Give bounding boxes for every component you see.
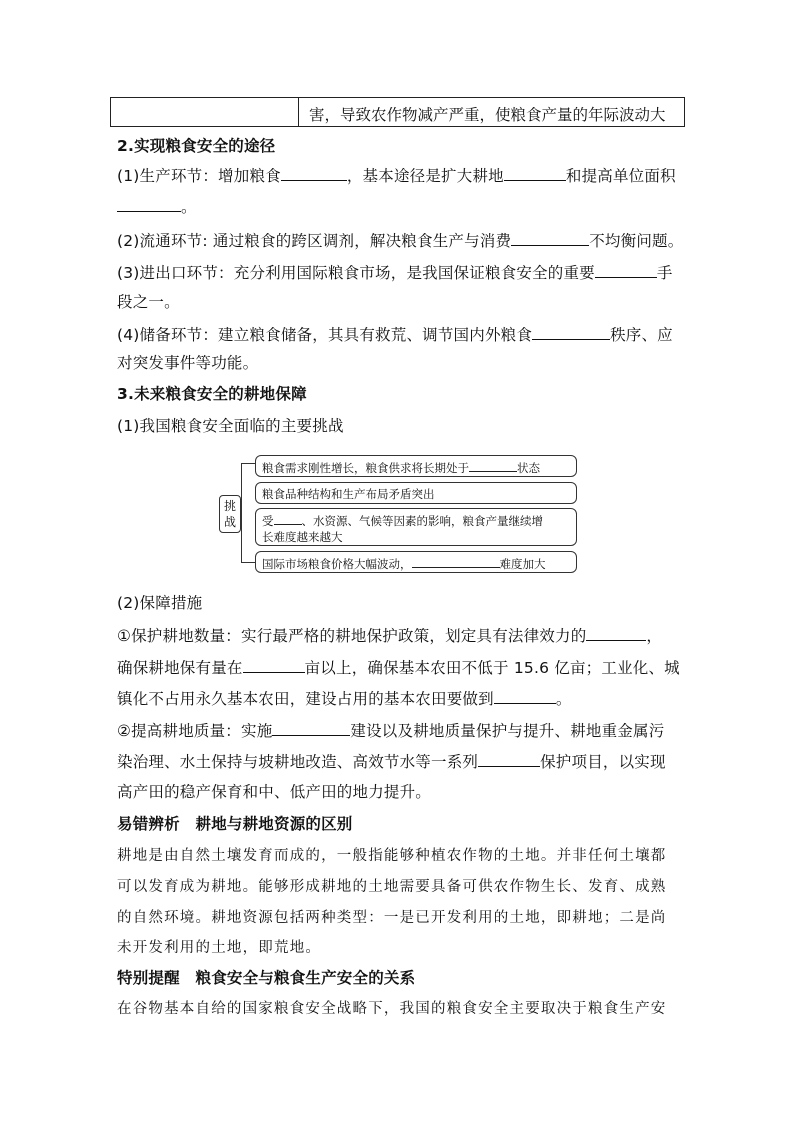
paragraph-2-2: (2)流通环节: 通过粮食的跨区调剂，解决粮食生产与消费 不均衡问题。: [117, 232, 684, 250]
fill-blank[interactable]: [511, 230, 589, 246]
paragraph-2-3-cont: 段之一。: [117, 293, 180, 311]
table-divider: [298, 98, 299, 126]
note-1-line-2: 可以发育成为耕地。能够形成耕地的土地需要具备可供农作物生长、发育、成熟: [117, 879, 667, 895]
challenge-item-3: 受 、水资源、气候等因素的影响，粮食产量继续增 长难度越来越大: [255, 508, 577, 546]
fill-blank[interactable]: [274, 512, 302, 525]
measure-2-line-3: 高产田的稳产保育和中、低产田的地力提升。: [117, 783, 432, 801]
table-row: [110, 97, 685, 127]
fill-blank[interactable]: [504, 165, 566, 181]
measure-1-line-3: 镇化不占用永久基本农田，建设占用的基本农田要做到 。: [117, 690, 572, 708]
fill-blank[interactable]: [469, 459, 517, 472]
paragraph-2-1-cont: 。: [117, 196, 197, 217]
paragraph-2-4-cont: 对突发事件等功能。: [117, 354, 259, 372]
diagram-bracket: [241, 463, 255, 563]
paragraph-2-4: (4)储备环节：建立粮食储备，其具有救荒、调节国内外粮食 秩序、应: [117, 326, 673, 344]
paragraph-2-1: (1)生产环节：增加粮食 ，基本途径是扩大耕地 和提高单位面积: [117, 167, 676, 185]
fill-blank[interactable]: [478, 751, 540, 767]
measure-1-line-2: 确保耕地保有量在 亩以上，确保基本农田不低于 15.6 亿亩；工业化、城: [117, 659, 680, 677]
section-2-title: 2.实现粮食安全的途径: [117, 137, 276, 155]
note-2-line-1: 在谷物基本自给的国家粮食安全战略下，我国的粮食安全主要取决于粮食生产安: [117, 1001, 667, 1017]
note-2-heading: 特别提醒 粮食安全与粮食生产安全的关系: [117, 969, 416, 987]
measure-1-line-1: ①保护耕地数量：实行最严格的耕地保护政策，划定具有法律效力的 ，: [117, 627, 663, 645]
measure-2-line-2: 染治理、水土保持与坡耕地改造、高效节水等一系列 保护项目，以实现: [117, 753, 666, 771]
fill-blank[interactable]: [243, 657, 305, 673]
measure-2-line-1: ②提高耕地质量：实施 建设以及耕地质量保护与提升、耕地重金属污: [117, 722, 665, 740]
challenge-item-1: 粮食需求刚性增长，粮食供求将长期处于 状态: [255, 455, 577, 477]
fill-blank[interactable]: [595, 262, 657, 278]
section-3-sub2: (2)保障措施: [117, 594, 203, 612]
fill-blank[interactable]: [586, 625, 646, 641]
fill-blank[interactable]: [494, 688, 556, 704]
diagram-label: 挑战: [219, 495, 241, 533]
table-cell-text: 害，导致农作物减产严重，使粮食产量的年际波动大: [309, 106, 666, 124]
note-1-heading: 易错辨析 耕地与耕地资源的区别: [117, 815, 353, 833]
section-3-title: 3.未来粮食安全的耕地保障: [117, 385, 307, 403]
fill-blank[interactable]: [281, 165, 347, 181]
fill-blank[interactable]: [117, 196, 181, 212]
note-1-line-3: 的自然环境。耕地资源包括两种类型：一是已开发利用的土地，即耕地；二是尚: [117, 910, 667, 926]
section-3-sub1: (1)我国粮食安全面临的主要挑战: [117, 417, 344, 435]
challenge-item-2: 粮食品种结构和生产布局矛盾突出: [255, 482, 577, 504]
note-1-line-4: 未开发利用的土地，即荒地。: [117, 940, 322, 956]
challenge-item-4: 国际市场粮食价格大幅波动， 难度加大: [255, 551, 577, 573]
fill-blank[interactable]: [532, 324, 610, 340]
fill-blank[interactable]: [272, 720, 350, 736]
challenges-diagram: [215, 452, 580, 576]
note-1-line-1: 耕地是由自然土壤发育而成的，一般指能够种植农作物的土地。并非任何土壤都: [117, 848, 667, 864]
paragraph-2-3: (3)进出口环节：充分利用国际粮食市场，是我国保证粮食安全的重要 手: [117, 264, 673, 282]
fill-blank[interactable]: [412, 555, 500, 568]
